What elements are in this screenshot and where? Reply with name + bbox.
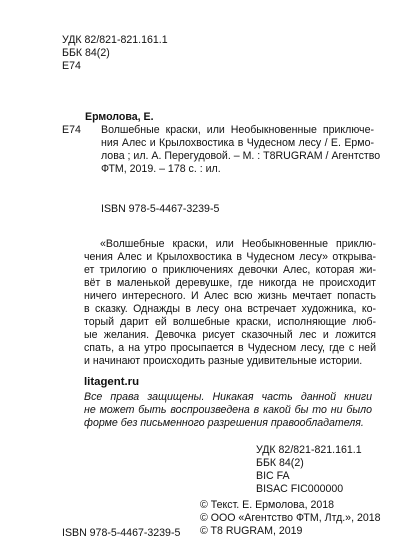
header-bbk: ББК 84(2) <box>62 47 110 59</box>
annotation-line: «Волшебные краски, или Необыкновенные приклю- <box>100 238 376 250</box>
rights-line: форме без письменного разрешения правообладателя. <box>84 417 364 430</box>
catalog-line: ния Алес и Крылохвостика в Чудесном лесу / Е. Ермо- <box>101 137 374 150</box>
catalog-line: Волшебные краски, или Необыкновенные приключе- <box>101 124 374 136</box>
copyright-line: © T8 RUGRAM, 2019 <box>200 525 303 538</box>
catalog-isbn: ISBN 978-5-4467-3239-5 <box>101 203 220 215</box>
classification <box>256 444 376 496</box>
rights-line: не может быть воспроизведена в какой бы то ни было <box>84 404 372 417</box>
annotation-line: спать, а на утро просыпается в Чудесном лесу, где с ней <box>84 342 376 355</box>
catalog-description <box>101 124 381 176</box>
footer-isbn: ISBN 978-5-4467-3239-5 <box>62 527 181 539</box>
copyright-line: © ООО «Агентство ФТМ, Лтд.», 2018 <box>200 512 381 525</box>
classification-line: ББК 84(2) <box>256 457 304 470</box>
classification-line: УДК 82/821-821.161.1 <box>256 444 362 456</box>
annotation-line: ые желания. Девочка рисует сказочный лес и ложится <box>84 329 376 342</box>
annotation <box>84 238 376 368</box>
catalog-line: ФТМ, 2019. – 178 с. : ил. <box>101 163 221 176</box>
annotation-line: в сказку. Однажды в лесу она встречает художника, ко- <box>84 303 376 316</box>
catalog-author-mark: Е74 <box>62 124 81 136</box>
annotation-line: чения Алес и Крылохвостика в Чудесном лесу» открыва- <box>84 251 376 264</box>
catalog-author: Ермолова, Е. <box>85 111 154 123</box>
annotation-line: вёт в маленькой деревушке, где никогда не происходит <box>84 277 376 290</box>
header-author-mark: Е74 <box>62 60 81 72</box>
annotation-line: торый дарит ей волшебные краски, исполняющие люб- <box>84 316 376 329</box>
annotation-line: и начинают происходить разные удивительные истории. <box>84 355 363 368</box>
classification-line: BISAC FIC000000 <box>256 483 344 496</box>
copyright-line: © Текст. Е. Ермолова, 2018 <box>200 499 335 511</box>
annotation-line: ет трилогию о приключениях девочки Алес, которая жи- <box>84 264 376 277</box>
rights-notice <box>84 391 372 430</box>
catalog-line: лова ; ил. А. Перегудовой. – М. : T8RUGRAM / Агентство <box>101 150 381 163</box>
classification-line: BIC FA <box>256 470 290 483</box>
publisher-site: litagent.ru <box>84 376 140 388</box>
copyright-block <box>200 499 390 538</box>
header-udk: УДК 82/821-821.161.1 <box>62 34 168 46</box>
rights-line: Все права защищены. Никакая часть данной книги <box>84 391 372 403</box>
annotation-line: ничего интересного. И Алес всю жизнь мечтает попасть <box>84 290 376 303</box>
